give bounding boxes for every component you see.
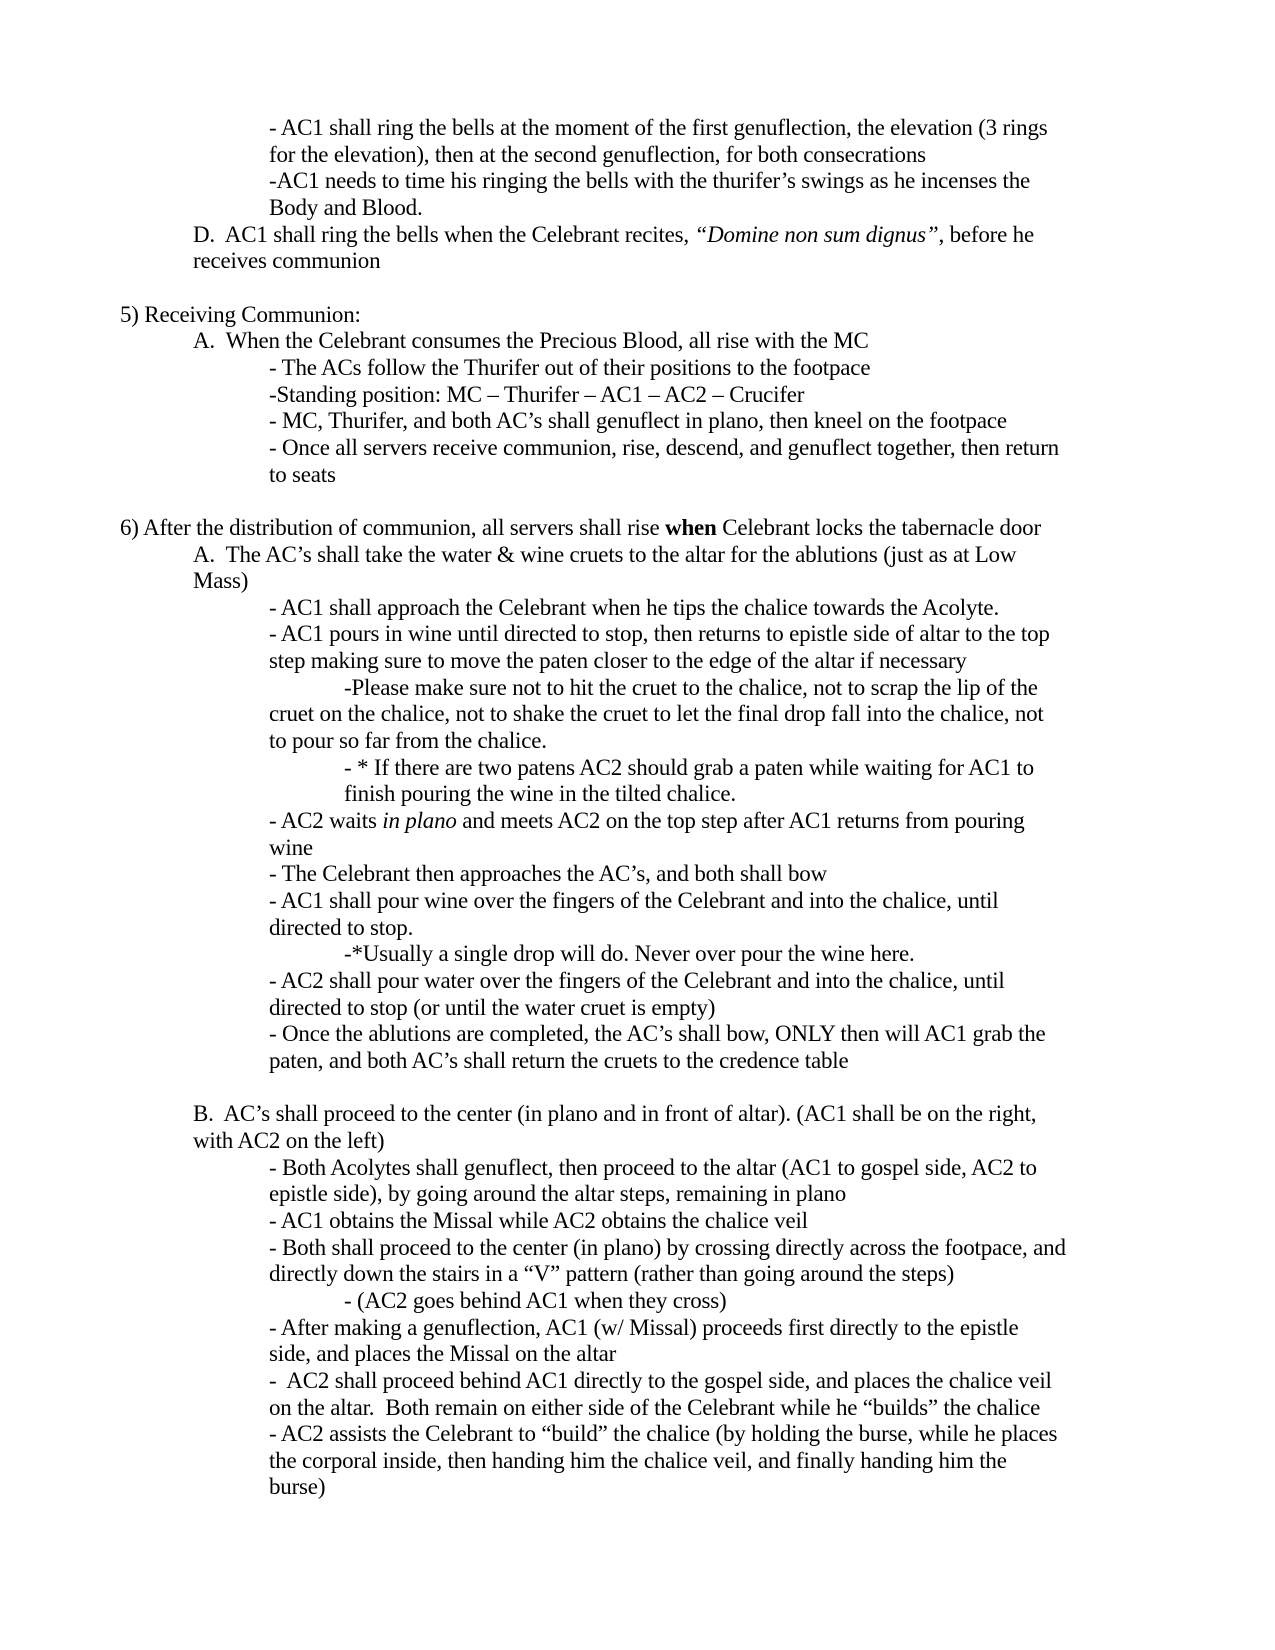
blank-line <box>120 488 1235 515</box>
paragraph <box>269 621 1235 674</box>
text-line: -Please make sure not to hit the cruet to the chalice, not to scrap the lip of the <box>344 674 1038 700</box>
paragraph <box>269 1315 1235 1368</box>
paragraph <box>269 1421 1235 1501</box>
paragraph <box>269 168 1235 221</box>
text-line: - AC1 shall pour wine over the fingers of the Celebrant and into the chalice, until <box>269 888 999 914</box>
paragraph <box>344 1288 1235 1315</box>
text-line: on the altar. Both remain on either side of the Celebrant while he “builds” the chalice <box>269 1394 1041 1420</box>
text-line: - AC2 shall pour water over the fingers of the Celebrant and into the chalice, until <box>269 968 1005 993</box>
text-line: step making sure to move the paten closer to the edge of the altar if necessary <box>269 648 967 674</box>
text-line: cruet on the chalice, not to shake the cruet to let the final drop fall into the chalice, not <box>269 701 1044 727</box>
paragraph <box>193 542 1235 595</box>
text-line: burse) <box>269 1474 326 1500</box>
paragraph <box>269 808 1235 861</box>
paragraph <box>120 515 1235 542</box>
text-segment: - AC2 waits <box>269 808 383 834</box>
text-line: A. When the Celebrant consumes the Precious Blood, all rise with the MC <box>193 328 869 354</box>
paragraph <box>269 1235 1235 1288</box>
text-segment: “Domine non sum dignus” <box>694 221 939 247</box>
text-line: receives communion <box>193 248 381 274</box>
text-line: wine <box>269 834 313 860</box>
paragraph <box>193 1101 1235 1154</box>
paragraph <box>269 1208 1235 1235</box>
text-line: finish pouring the wine in the tilted chalice. <box>344 781 736 807</box>
text-line: - AC1 shall approach the Celebrant when he tips the chalice towards the Acolyte. <box>269 594 999 620</box>
text-line: - (AC2 goes behind AC1 when they cross) <box>344 1287 727 1313</box>
text-line: directed to stop. <box>269 914 414 940</box>
text-line: - AC1 shall ring the bells at the moment of the first genuflection, the elevation (3 rings <box>269 115 1048 140</box>
text-segment: when <box>665 514 717 540</box>
paragraph <box>193 328 1235 355</box>
paragraph <box>269 861 1235 888</box>
paragraph <box>269 382 1235 409</box>
text-line: - The ACs follow the Thurifer out of their positions to the footpace <box>269 354 871 380</box>
text-line: B. AC’s shall proceed to the center (in plano and in front of altar). (AC1 shall be on the right, <box>193 1101 1037 1127</box>
paragraph <box>269 115 1235 168</box>
blank-line <box>120 1075 1235 1102</box>
text-segment: and meets AC2 on the top step after AC1 returns from pouring <box>456 808 1025 834</box>
text-line: with AC2 on the left) <box>193 1127 385 1153</box>
text-line: directly down the stairs in a “V” pattern (rather than going around the steps) <box>269 1261 955 1287</box>
paragraph <box>344 941 1235 968</box>
paragraph <box>269 1021 1235 1074</box>
text-segment: , before he <box>938 221 1034 247</box>
text-line: paten, and both AC’s shall return the cruets to the credence table <box>269 1047 849 1073</box>
text-line: - AC1 pours in wine until directed to stop, then returns to epistle side of altar to the top <box>269 621 1050 647</box>
text-line: - MC, Thurifer, and both AC’s shall genuflect in plano, then kneel on the footpace <box>269 408 1007 434</box>
text-line: - * If there are two patens AC2 should grab a paten while waiting for AC1 to <box>344 754 1034 780</box>
text-line: - AC2 assists the Celebrant to “build” the chalice (by holding the burse, while he places <box>269 1421 1058 1447</box>
text-line: side, and places the Missal on the altar <box>269 1341 617 1367</box>
text-line: - Both shall proceed to the center (in plano) by crossing directly across the footpace, and <box>269 1234 1066 1260</box>
paragraph <box>269 968 1235 1021</box>
text-line: Body and Blood. <box>269 194 423 220</box>
paragraph <box>269 355 1235 382</box>
text-line: - Both Acolytes shall genuflect, then proceed to the altar (AC1 to gospel side, AC2 to <box>269 1154 1037 1180</box>
document-content <box>120 115 1235 1501</box>
text-line: 5) Receiving Communion: <box>120 301 361 327</box>
paragraph <box>269 1155 1235 1208</box>
paragraph <box>269 675 1235 755</box>
paragraph <box>269 888 1235 941</box>
text-line: A. The AC’s shall take the water & wine cruets to the altar for the ablutions (just as at Low <box>193 541 1017 567</box>
text-segment: in plano <box>382 808 457 834</box>
text-line: -AC1 needs to time his ringing the bells with the thurifer’s swings as he incenses the <box>269 168 1031 194</box>
text-line: -Standing position: MC – Thurifer – AC1 – AC2 – Crucifer <box>269 381 805 407</box>
text-line: - Once all servers receive communion, rise, descend, and genuflect together, then return <box>269 434 1059 460</box>
paragraph <box>120 302 1235 329</box>
text-line: to pour so far from the chalice. <box>269 728 547 754</box>
text-line: - Once the ablutions are completed, the AC’s shall bow, ONLY then will AC1 grab the <box>269 1021 1046 1047</box>
text-line: - After making a genuflection, AC1 (w/ Missal) proceeds first directly to the epistle <box>269 1314 1019 1340</box>
blank-line <box>120 275 1235 302</box>
text-line: directed to stop (or until the water cruet is empty) <box>269 994 716 1020</box>
text-line: -*Usually a single drop will do. Never over pour the wine here. <box>344 941 915 967</box>
text-line: Mass) <box>193 568 249 594</box>
text-segment: 6) After the distribution of communion, all servers shall rise <box>120 514 666 540</box>
paragraph <box>269 595 1235 622</box>
text-line: for the elevation), then at the second genuflection, for both consecrations <box>269 141 926 167</box>
text-segment: D. AC1 shall ring the bells when the Celebrant recites, <box>193 221 695 247</box>
text-line: - AC1 obtains the Missal while AC2 obtains the chalice veil <box>269 1207 808 1233</box>
text-line: the corporal inside, then handing him the chalice veil, and finally handing him the <box>269 1447 1007 1473</box>
text-segment: Celebrant locks the tabernacle door <box>716 514 1041 540</box>
paragraph <box>269 435 1235 488</box>
text-line: - The Celebrant then approaches the AC’s, and both shall bow <box>269 861 827 887</box>
paragraph <box>193 222 1235 275</box>
paragraph <box>344 755 1235 808</box>
paragraph <box>269 408 1235 435</box>
paragraph <box>269 1368 1235 1421</box>
text-line: epistle side), by going around the altar steps, remaining in plano <box>269 1181 846 1207</box>
text-line: to seats <box>269 461 336 487</box>
text-line: - AC2 shall proceed behind AC1 directly to the gospel side, and places the chalice veil <box>269 1367 1052 1393</box>
